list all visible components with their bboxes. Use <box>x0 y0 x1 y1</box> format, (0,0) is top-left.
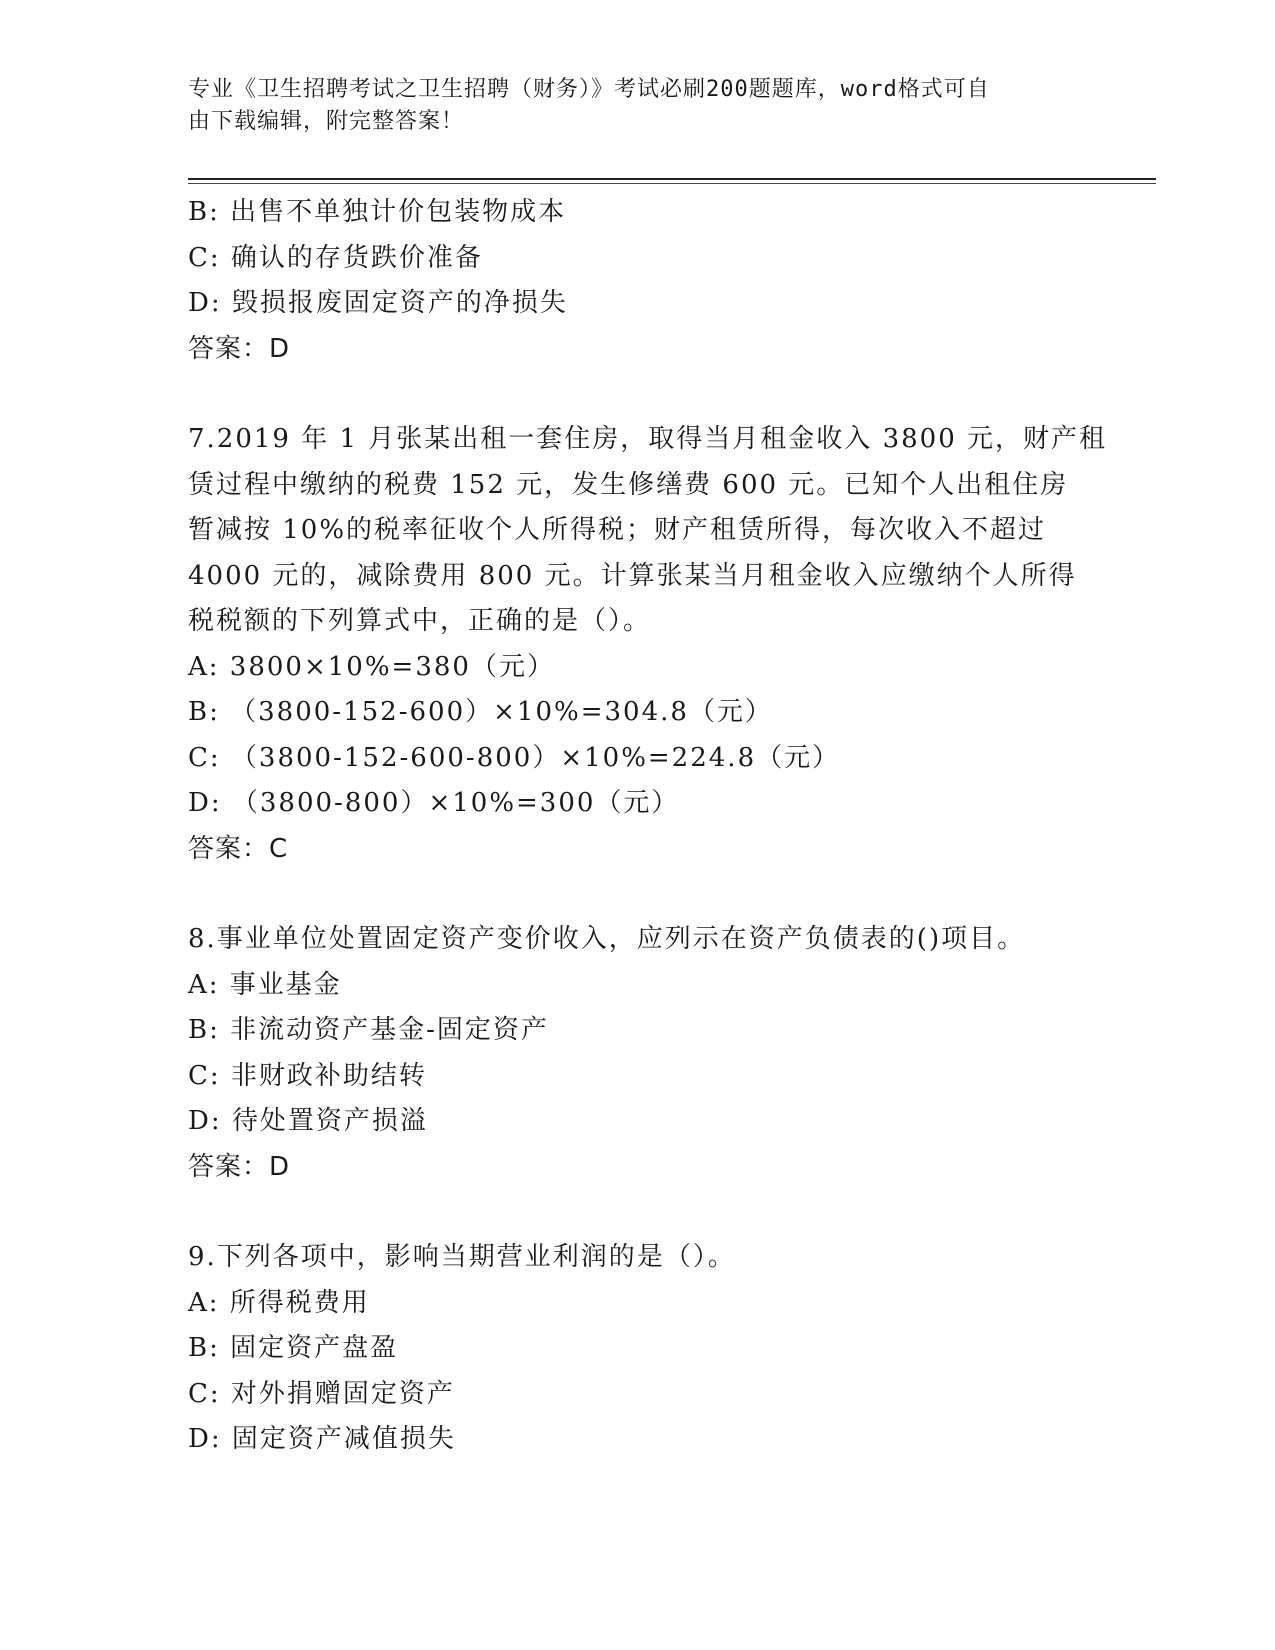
document-header <box>188 74 1068 138</box>
option-b: B: 出售不单独计价包装物成本 <box>188 197 567 227</box>
option-b: B: （3800-152-600）×10%=304.8（元） <box>188 697 773 727</box>
option-d: D: 毁损报废固定资产的净损失 <box>188 288 568 318</box>
answer-line: 答案：C <box>188 833 289 864</box>
option-c: C: （3800-152-600-800）×10%=224.8（元） <box>188 742 841 773</box>
option-c: C: 确认的存货跌价准备 <box>188 242 483 273</box>
spacer <box>188 372 1088 417</box>
option-a: A: 3800×10%=380（元） <box>188 651 555 682</box>
header-line-1: 专业《卫生招聘考试之卫生招聘（财务）》考试必刷200题题库，word格式可自 <box>188 77 990 102</box>
option-b: B: 固定资产盘盈 <box>188 1333 399 1363</box>
question-stem-line: 8.事业单位处置固定资产变价收入，应列示在资产负债表的()项目。 <box>188 924 1026 954</box>
option-b: B: 非流动资产基金-固定资产 <box>188 1015 549 1045</box>
header-line-2: 由下载编辑，附完整答案！ <box>188 109 465 134</box>
question-stem-line: 赁过程中缴纳的税费 152 元，发生修缮费 600 元。已知个人出租住房 <box>188 469 1069 500</box>
option-a: A: 所得税费用 <box>188 1287 370 1318</box>
header-rule-thick <box>188 178 1156 180</box>
question-7 <box>188 417 1108 872</box>
prev-question-block <box>188 190 1088 372</box>
option-a: A: 事业基金 <box>188 969 342 1000</box>
option-c: C: 非财政补助结转 <box>188 1060 427 1091</box>
option-d: D: 固定资产减值损失 <box>188 1424 456 1454</box>
spacer <box>188 1190 1088 1235</box>
question-stem-line: 暂减按 10%的税率征收个人所得税；财产租赁所得，每次收入不超过 <box>188 515 1047 545</box>
option-d: D: 待处置资产损溢 <box>188 1106 428 1136</box>
option-c: C: 对外捐赠固定资产 <box>188 1378 455 1409</box>
spacer <box>188 872 1088 917</box>
header-rule-thin <box>188 183 1156 184</box>
question-8 <box>188 917 1088 1190</box>
answer-line: 答案：D <box>188 1151 291 1182</box>
question-9 <box>188 1235 1088 1463</box>
question-stem-line: 7.2019 年 1 月张某出租一套住房，取得当月租金收入 3800 元，财产租 <box>188 424 1108 454</box>
question-list <box>188 190 1108 1463</box>
answer-line: 答案：D <box>188 333 291 364</box>
option-d: D: （3800-800）×10%=300（元） <box>188 788 680 818</box>
question-stem-line: 税税额的下列算式中，正确的是（）。 <box>188 606 652 636</box>
question-stem-line: 9.下列各项中，影响当期营业利润的是（）。 <box>188 1242 736 1272</box>
question-stem-line: 4000 元的，减除费用 800 元。计算张某当月租金收入应缴纳个人所得 <box>188 560 1077 591</box>
